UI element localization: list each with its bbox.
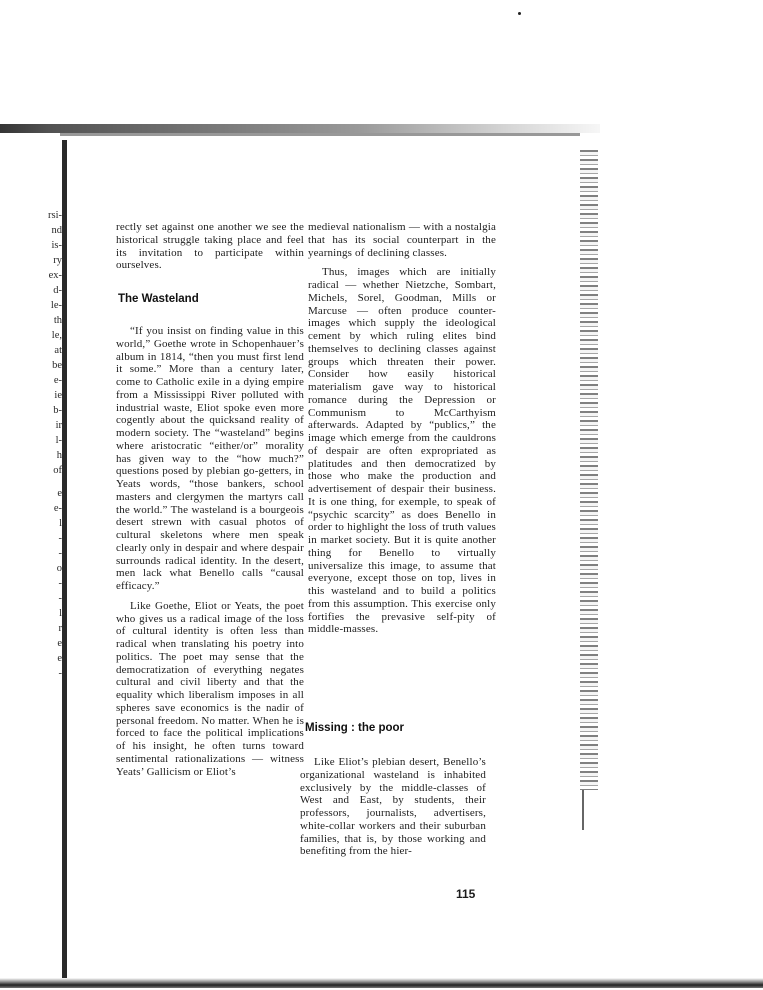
gutter-fragment: - bbox=[58, 593, 62, 604]
gutter-fragment: - bbox=[58, 548, 62, 559]
gutter-fragment: - bbox=[58, 533, 62, 544]
right-column-top bbox=[308, 221, 496, 636]
gutter-fragment: le- bbox=[50, 300, 62, 311]
right-column-bottom bbox=[300, 756, 486, 858]
left-column-intro bbox=[116, 221, 304, 272]
gutter-fragment: ir bbox=[55, 420, 62, 431]
heading-wasteland: The Wasteland bbox=[118, 293, 199, 305]
gutter-fragment: ex- bbox=[48, 270, 62, 281]
gutter-fragment: le, bbox=[51, 330, 62, 341]
gutter-fragment: e bbox=[57, 488, 62, 499]
gutter-fragment: is- bbox=[51, 240, 62, 251]
scan-right-edge-tail bbox=[582, 790, 584, 830]
gutter-fragment: r bbox=[58, 623, 62, 634]
gutter-fragment: e- bbox=[53, 503, 62, 514]
scan-speck bbox=[518, 12, 521, 15]
gutter-fragment: l bbox=[59, 518, 62, 529]
page-number: 115 bbox=[456, 887, 476, 901]
gutter-fragment: d- bbox=[53, 285, 62, 296]
left-column-body bbox=[116, 325, 304, 778]
scan-right-edge bbox=[580, 150, 598, 790]
gutter-fragment: e bbox=[57, 638, 62, 649]
gutter-fragment: ry bbox=[53, 255, 62, 266]
gutter-fragment: o bbox=[56, 563, 62, 574]
heading-missing-poor: Missing : the poor bbox=[305, 722, 405, 734]
wasteland-paragraph-1: “If you insist on finding value in this world,” Goethe wrote in Schopenhauer’s album in 1814, “then you must first lend it some.” More than a century later, come to Catholic exile in a dying empire from a Mississippi River polluted with industrial waste, Eliot spoke even more cogently about the quicksand reality of modern society. The “wasteland” begins where aristocratic “either/or” morality has given way to the “how much?” questions posed by plebian go-getters, in Yeats words, “those bankers, school masters and clergymen the martyrs call the world.” The wasteland is a bourgeois desert strewn with casual photos of cultural skeletons where men speak clearly only in despair and where despair surrounds radical identity. In the desert, men lack what Benello calls “causal efficacy.” bbox=[116, 325, 304, 592]
gutter-fragment: at bbox=[54, 345, 62, 356]
gutter-fragment: l bbox=[59, 608, 62, 619]
gutter-fragment: - bbox=[58, 668, 62, 679]
gutter-fragment: be bbox=[52, 360, 62, 371]
wasteland-paragraph-2: Like Goethe, Eliot or Yeats, the poet who gives us a radical image of the loss of cultural identity is often less than radical when translating his poetry into politics. The poet may sense that the democratization of everything negates cultural and civil liberty and that the equality which liberalism imposes in all spheres save economics is the nadir of personal freedom. No matter. When he is forced to face the political implications of his insight, he often turns toward sentimental rationalizations — witness Yeats’ Gallicism or Eliot’s bbox=[116, 599, 304, 778]
scan-top-edge bbox=[0, 124, 600, 133]
gutter-fragment: e bbox=[57, 653, 62, 664]
adjacent-page-gutter bbox=[0, 0, 62, 990]
gutter-fragment: of bbox=[53, 465, 62, 476]
right-continuation-paragraph: medieval nationalism — with a nostalgia that has its social counterpart in the yearnings of declining classes. bbox=[308, 221, 496, 259]
scan-bottom-edge bbox=[0, 978, 763, 988]
gutter-fragment: b- bbox=[53, 405, 62, 416]
missing-poor-paragraph: Like Eliot’s plebian desert, Benello’s organizational wasteland is inhabited exclusively by the middle-classes of West and East, by students, their professors, journalists, advertisers, white-collar workers and their suburban families, that is, by those working and benefiting from the hier- bbox=[300, 756, 486, 858]
intro-paragraph: rectly set against one another we see the historical struggle taking place and feel its invitation to participate within ourselves. bbox=[116, 221, 304, 272]
page-binding-edge bbox=[62, 140, 67, 980]
gutter-fragment: e- bbox=[53, 375, 62, 386]
scan-top-edge-inner bbox=[60, 133, 580, 136]
gutter-fragment: th bbox=[53, 315, 62, 326]
gutter-fragment: ie bbox=[54, 390, 62, 401]
gutter-fragment: nd bbox=[51, 225, 62, 236]
right-paragraph-1: Thus, images which are initially radical — whether Nietzche, Sombart, Michels, Sorel, Goodman, Mills or Marcuse — often produce counter-images which supply the ideological cement by which ruling elites bind themselves to declining classes against groups which threaten their power. Consider how easily historical materialism gave way to historical romance during the Depression or Communism to McCarthyism afterwards. Adapted by “publics,” the image which emerge from the cauldrons of despair are often expropriated as platitudes and then democratized by those who make the production and advertisement of despair their business. It is one thing, for exemple, to speak of “psychic scarcity” as does Benello in order to highlight the loss of truth values in market society. But it is quite another thing for Benello to virtually universalize this image, to assume that everyone, except those on top, lives in this wasteland and to build a politics from this assumption. This exercise only fortifies the prevasive self-pity of middle-masses. bbox=[308, 266, 496, 636]
gutter-fragment: l- bbox=[55, 435, 62, 446]
gutter-fragment: - bbox=[58, 578, 62, 589]
gutter-fragment: h bbox=[56, 450, 62, 461]
gutter-fragment: rsi- bbox=[48, 210, 62, 221]
